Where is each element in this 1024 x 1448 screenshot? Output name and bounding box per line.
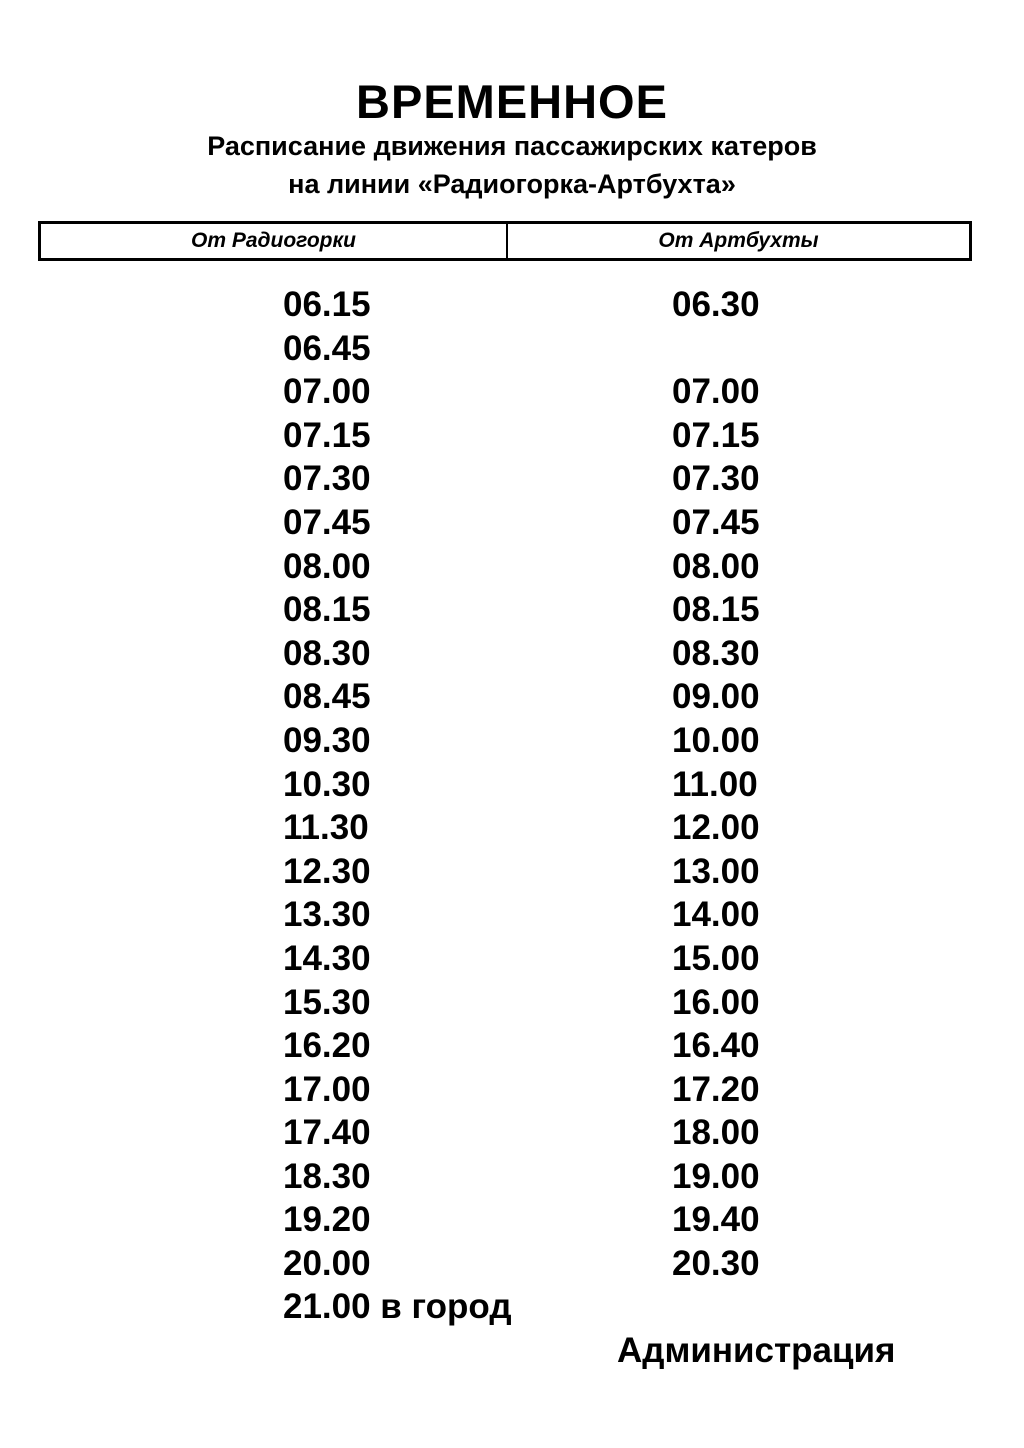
departure-time: 17.40 <box>283 1113 371 1153</box>
departure-time: 10.30 <box>283 764 371 804</box>
departure-time: 16.20 <box>283 1026 371 1066</box>
departure-time: 08.15 <box>283 590 371 630</box>
departure-time: 08.45 <box>283 677 371 717</box>
departure-time: 06.30 <box>672 285 760 324</box>
departure-time: 09.00 <box>672 677 760 717</box>
departure-time: 16.00 <box>672 982 760 1022</box>
departure-time: 08.00 <box>283 546 371 586</box>
departure-time: 13.30 <box>283 895 371 935</box>
departure-time: 15.30 <box>283 982 371 1022</box>
departure-time: 08.15 <box>672 590 760 630</box>
departure-time: 14.30 <box>283 938 371 978</box>
departure-time: 07.00 <box>672 372 760 412</box>
departure-time: 12.30 <box>283 851 371 891</box>
departure-time: 19.40 <box>672 1200 760 1240</box>
departure-time: 08.30 <box>283 633 371 673</box>
departure-time: 17.00 <box>283 1069 371 1109</box>
departure-time: 18.30 <box>283 1156 371 1196</box>
departure-time: 06.45 <box>283 328 371 368</box>
departure-time: 20.00 <box>283 1244 371 1284</box>
departure-time: 19.00 <box>672 1156 760 1196</box>
departure-time: 11.30 <box>283 808 369 848</box>
departure-time: 11.00 <box>672 764 758 804</box>
departure-time: 18.00 <box>672 1113 760 1153</box>
departure-time: 15.00 <box>672 938 760 978</box>
departure-time: 12.00 <box>672 808 760 848</box>
departure-time: 13.00 <box>672 851 760 891</box>
schedule-subtitle-line2: на линии «Радиогорка-Артбухта» <box>288 169 736 199</box>
schedule-subtitle-line1: Расписание движения пассажирских катеров <box>207 131 817 161</box>
departure-time: 20.30 <box>672 1244 760 1284</box>
departure-time: 07.45 <box>672 502 760 542</box>
departure-time <box>672 327 1024 371</box>
departure-time: 19.20 <box>283 1200 371 1240</box>
departure-time: 06.15 <box>283 285 371 324</box>
departure-time: 17.20 <box>672 1069 760 1109</box>
last-departure-to-city: 21.00 в город <box>283 1287 512 1326</box>
departure-time: 07.15 <box>283 415 371 455</box>
header-from-radiogorka: От Радиогорки <box>41 224 508 258</box>
departure-time: 09.30 <box>283 720 371 760</box>
departure-time: 07.45 <box>283 502 371 542</box>
header-from-artbukhta: От Артбухты <box>658 229 819 252</box>
departure-time: 08.30 <box>672 633 760 673</box>
schedule-title: ВРЕМЕННОЕ <box>356 75 668 128</box>
departure-time: 07.15 <box>672 415 760 455</box>
administration-signature: Администрация <box>617 1331 896 1370</box>
times-from-radiogorka <box>283 283 643 1286</box>
departure-time: 07.00 <box>283 372 371 412</box>
column-header-table <box>38 221 972 261</box>
departure-time: 10.00 <box>672 720 760 760</box>
departure-time: 14.00 <box>672 895 760 935</box>
departure-time: 16.40 <box>672 1026 760 1066</box>
departure-time: 08.00 <box>672 546 760 586</box>
departure-time: 07.30 <box>283 459 371 499</box>
departure-time: 07.30 <box>672 459 760 499</box>
times-from-artbukhta <box>672 283 1024 1286</box>
